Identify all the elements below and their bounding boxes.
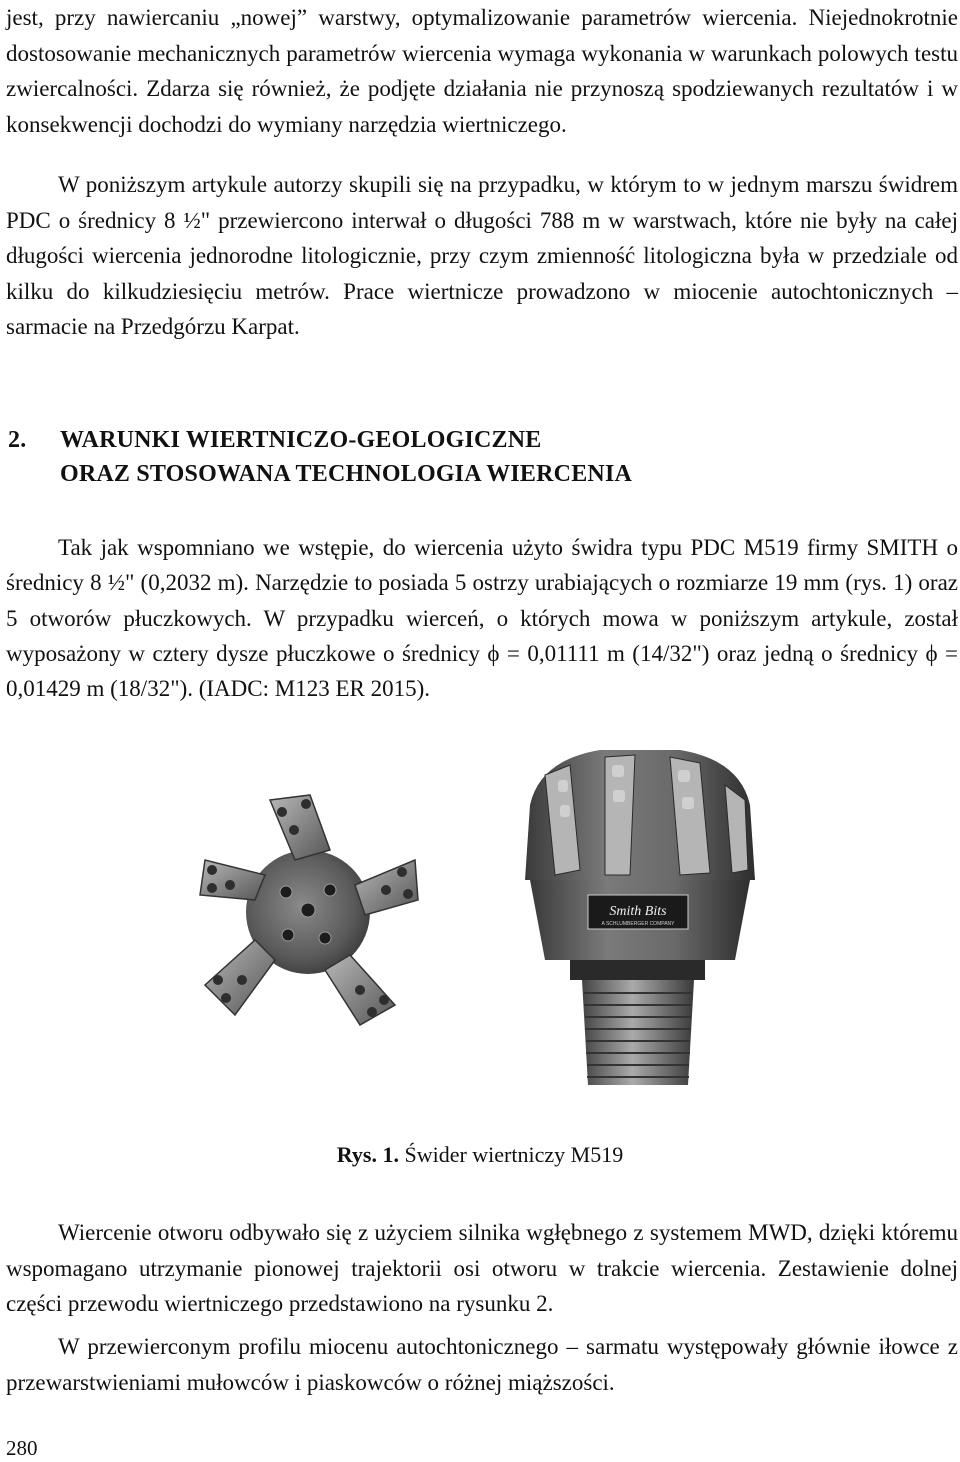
smith-bits-logo-text: Smith Bits xyxy=(609,904,667,919)
drill-bit-side-view-image xyxy=(510,745,765,1090)
figure-label: Rys. 1. xyxy=(336,1142,399,1167)
paragraph-profile: W przewierconym profilu miocenu autochtonicznego – sarmatu występowały głównie iłowce z przewarstwieniami mułowców i piaskowców o różnej miąższości. xyxy=(6,1334,958,1395)
section-title-line1: WARUNKI WIERTNICZO-GEOLOGICZNE xyxy=(60,427,542,453)
smith-bits-logo-subtext: A SCHLUMBERGER COMPANY xyxy=(601,921,675,927)
paragraph-mwd: Wiercenie otworu odbywało się z użyciem silnika wgłębnego z systemem MWD, dzięki któremu wspomagano utrzymanie pionowej trajektorii osi otworu w trakcie wiercenia. Zestawienie dolnej części przewodu wiertniczego przedstawiono na rysunku 2. xyxy=(6,1220,958,1317)
paragraph-intro: jest, przy nawiercaniu „nowej” warstwy, optymalizowanie parametrów wiercenia. Niejednokrotnie dostosowanie mechanicznych parametrów wiercenia wymaga wykonania w warunkach polowych testu zwiercalności. Zdarza się również, że podjęte działania nie przynoszą spodziewanych rezultatów i w konsekwencji dochodzi do wymiany narzędzia wiertniczego. xyxy=(6,5,958,137)
paragraph-article-scope: W poniższym artykule autorzy skupili się na przypadku, w którym to w jednym marszu świdrem PDC o średnicy 8 ½" przewiercono interwał o długości 788 m w warstwach, które nie były na całej długości wiercenia jednorodne litologicznie, przy czym zmienność litologiczna była w przedziale od kilku do kilkudziesięciu metrów. Prace wiertnicze prowadzono w miocenie autochtonicznych – sarmacie na Przedgórzu Karpat. xyxy=(6,172,958,340)
section-title-line2: ORAZ STOSOWANA TECHNOLOGIA WIERCENIA xyxy=(60,461,633,487)
figure-caption-text: Świder wiertniczy M519 xyxy=(404,1142,624,1167)
paragraph-drill-bit: Tak jak wspomniano we wstępie, do wiercenia użyto świdra typu PDC M519 firmy SMITH o średnicy 8 ½" (0,2032 m). Narzędzie to posiada 5 ostrzy urabiających o rozmiarze 19 mm (rys. 1) oraz 5 otworów płuczkowych. W przypadku wierceń, o których mowa w poniższym artykule, został wyposażony w cztery dysze płuczkowe o średnicy ϕ = 0,01111 m (14/32") oraz jedną o średnicy ϕ = 0,01429 m (18/32"). (IADC: M123 ER 2015). xyxy=(6,535,958,702)
page-number: 280 xyxy=(6,1436,38,1460)
section-heading xyxy=(8,423,948,491)
figure-caption xyxy=(0,1140,960,1170)
section-number: 2. xyxy=(8,427,27,453)
drill-bit-top-view-image xyxy=(190,790,420,1030)
